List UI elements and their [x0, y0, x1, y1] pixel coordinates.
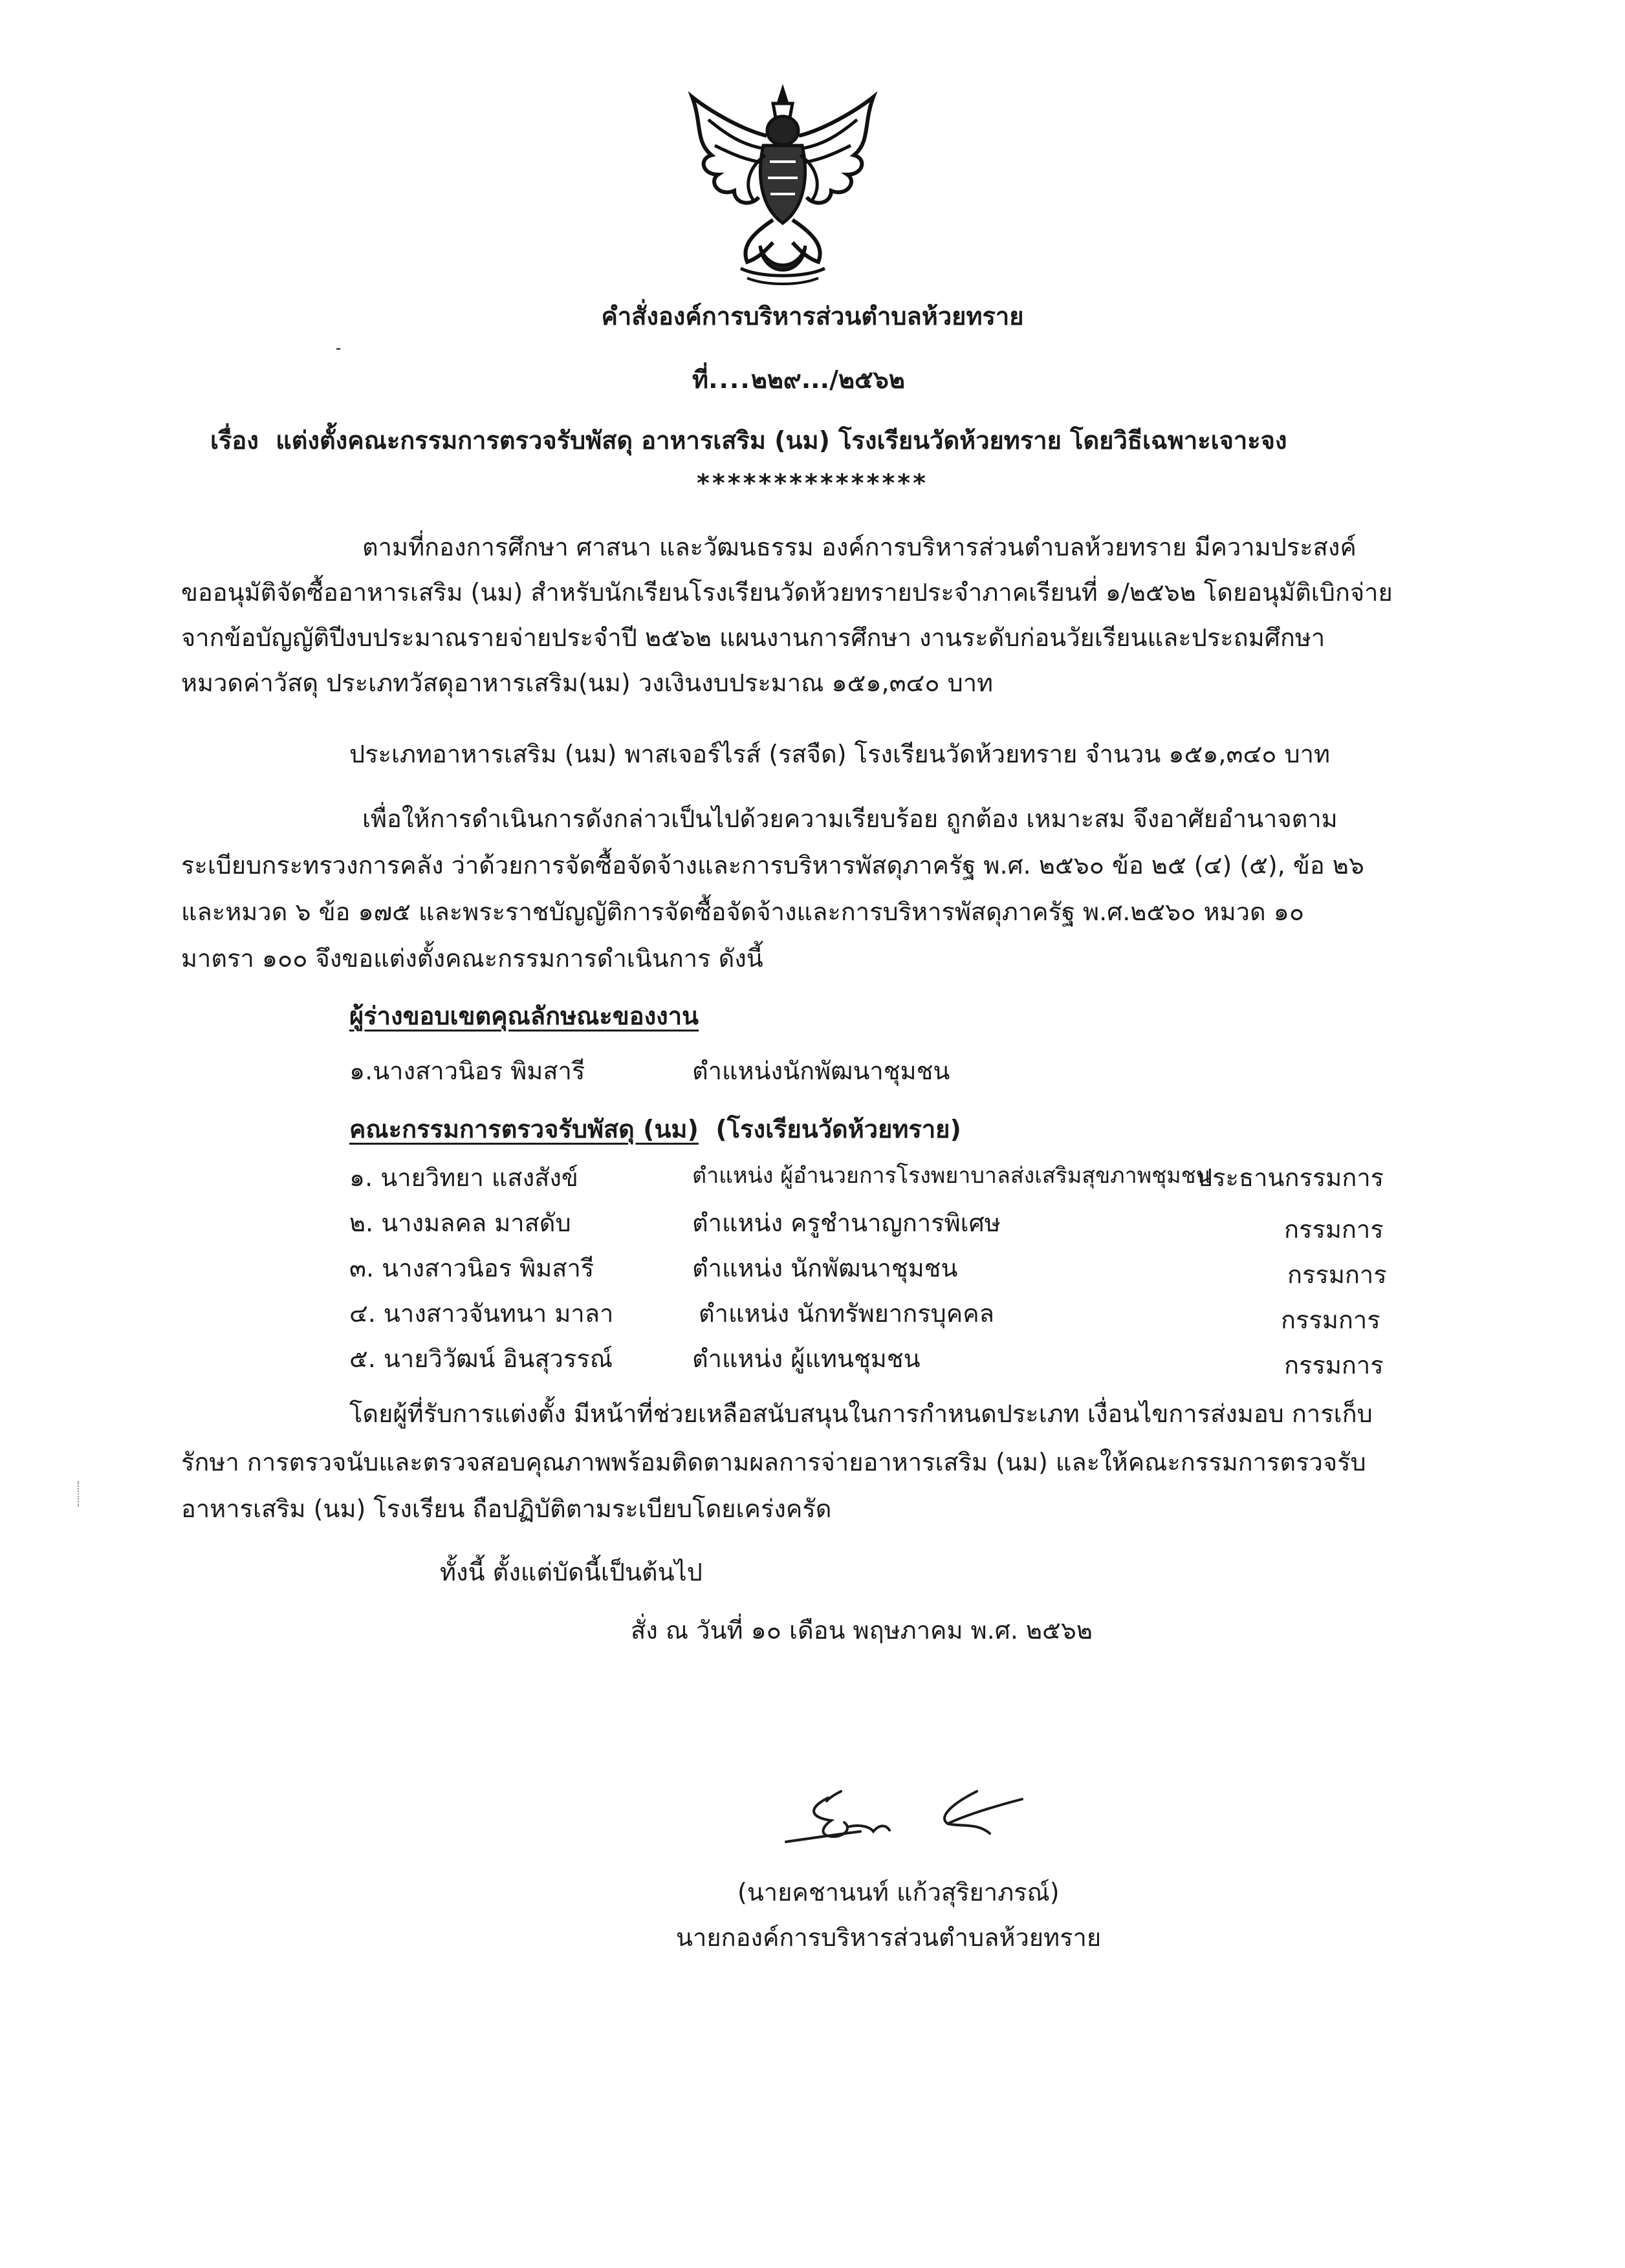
member-position: ตำแหน่ง นักพัฒนาชุมชน [692, 1254, 958, 1282]
para3-line: และหมวด ๖ ข้อ ๑๗๕ และพระราชบัญญัติการจัดซื้อจัดจ้างและการบริหารพัสดุภาครัฐ พ.ศ.๒๕๖๐ หมวด ๑๐ [181, 898, 1305, 926]
para4-line: โดยผู้ที่รับการแต่งตั้ง มีหน้าที่ช่วยเหลือสนับสนุนในการกำหนดประเภท เงื่อนไขการส่งมอบ การเก็บ [349, 1399, 1373, 1428]
para3-line: เพื่อให้การดำเนินการดังกล่าวเป็นไปด้วยความเรียบร้อย ถูกต้อง เหมาะสม จึงอาศัยอำนาจตาม [362, 805, 1338, 833]
member-position: ตำแหน่ง ผู้อำนวยการโรงพยาบาลส่งเสริมสุขภาพชุมชน [692, 1163, 1211, 1189]
number-prefix: ที่ [692, 365, 709, 394]
member-name: ๔. นางสาวจันทนา มาลา [349, 1299, 614, 1328]
drafter-name: ๑.นางสาวนิอร พิมสารี [349, 1057, 585, 1085]
document-number: ที่....๒๒๙.../๒๕๖๒ [692, 365, 905, 394]
number-value: ๒๒๙ [750, 365, 802, 394]
member-name: ๓. นางสาวนิอร พิมสารี [349, 1254, 594, 1282]
para1-line: หมวดค่าวัสดุ ประเภทวัสดุอาหารเสริม(นม) วงเงินงบประมาณ ๑๕๑,๓๔๐ บาท [181, 669, 994, 697]
committee-heading: คณะกรรมการตรวจรับพัสดุ (นม) [349, 1115, 699, 1143]
member-name: ๕. นายวิวัฒน์ อินสุวรรณ์ [349, 1345, 613, 1373]
para4-line: อาหารเสริม (นม) โรงเรียน ถือปฏิบัติตามระเบียบโดยเคร่งครัด [181, 1495, 832, 1523]
para2: ประเภทอาหารเสริม (นม) พาสเจอร์ไรส์ (รสจืด) โรงเรียนวัดห้วยทราย จำนวน ๑๕๑,๓๔๐ บาท [349, 740, 1330, 768]
document-title: คำสั่งองค์การบริหารส่วนตำบลห้วยทราย [601, 302, 1024, 330]
order-date: สั่ง ณ วันที่ ๑๐ เดือน พฤษภาคม พ.ศ. ๒๕๖๒ [631, 1616, 1093, 1645]
subject-line [210, 428, 1287, 453]
para4-line: รักษา การตรวจนับและตรวจสอบคุณภาพพร้อมติดตามผลการจ่ายอาหารเสริม (นม) และให้คณะกรรมการตรวจรับ [181, 1448, 1366, 1476]
para1-line: ตามที่กองการศึกษา ศาสนา และวัฒนธรรม องค์การบริหารส่วนตำบลห้วยทราย มีความประสงค์ [362, 533, 1357, 561]
para3-line: ระเบียบกระทรวงการคลัง ว่าด้วยการจัดซื้อจัดจ้างและการบริหารพัสดุภาครัฐ พ.ศ. ๒๕๖๐ ข้อ ๒๕ (๔) (๕), ข้อ ๒๖ [181, 851, 1364, 880]
subject-label: เรื่อง [210, 426, 259, 455]
committee-heading-suffix: (โรงเรียนวัดห้วยทราย) [715, 1115, 961, 1143]
para1-line: จากข้อบัญญัติปีงบประมาณรายจ่ายประจำปี ๒๕๖๒ แผนงานการศึกษา งานระดับก่อนวัยเรียนและประถมศึกษา [181, 623, 1325, 652]
member-role: กรรมการ [1284, 1351, 1384, 1379]
para3-line: มาตรา ๑๐๐ จึงขอแต่งตั้งคณะกรรมการดำเนินการ ดังนี้ [181, 944, 763, 973]
member-name: ๒. นางมลคล มาสดับ [349, 1209, 571, 1237]
signatory-title: นายกองค์การบริหารส่วนตำบลห้วยทราย [676, 1923, 1102, 1952]
para1-line: ขออนุมัติจัดซื้ออาหารเสริม (นม) สำหรับนักเรียนโรงเรียนวัดห้วยทรายประจำภาคเรียนที่ ๑/๒๕๖๒ โดยอนุมัติเบิกจ่าย [181, 578, 1393, 607]
drafter-heading: ผู้ร่างขอบเขตคุณลักษณะของงาน [349, 1002, 699, 1030]
garuda-emblem-icon [682, 84, 883, 291]
effective-line: ทั้งนี้ ตั้งแต่บัดนี้เป็นต้นไป [440, 1558, 703, 1586]
member-role: กรรมการ [1281, 1306, 1380, 1334]
member-name: ๑. นายวิทยา แสงสังข์ [349, 1163, 578, 1192]
committee-heading-row [349, 1109, 961, 1149]
member-role: กรรมการ [1287, 1260, 1387, 1289]
number-suffix: /๒๕๖๒ [829, 365, 905, 394]
scan-mark [78, 1481, 94, 1507]
handwritten-signature [783, 1772, 1067, 1856]
member-position: ตำแหน่ง นักทรัพยากรบุคคล [699, 1299, 994, 1328]
member-role: ประธานกรรมการ [1197, 1163, 1384, 1192]
member-position: ตำแหน่ง ครูชำนาญการพิเศษ [692, 1209, 1001, 1237]
member-role: กรรมการ [1284, 1215, 1384, 1244]
signatory-name: (นายคชานนท์ แก้วสุริยาภรณ์) [737, 1878, 1060, 1906]
separator: *************** [696, 469, 929, 497]
scan-mark [336, 348, 340, 350]
drafter-position: ตำแหน่งนักพัฒนาชุมชน [692, 1057, 950, 1085]
member-position: ตำแหน่ง ผู้แทนชุมชน [692, 1345, 921, 1373]
subject-text: แต่งตั้งคณะกรรมการตรวจรับพัสดุ อาหารเสริม (นม) โรงเรียนวัดห้วยทราย โดยวิธีเฉพาะเจาะจง [276, 426, 1287, 455]
